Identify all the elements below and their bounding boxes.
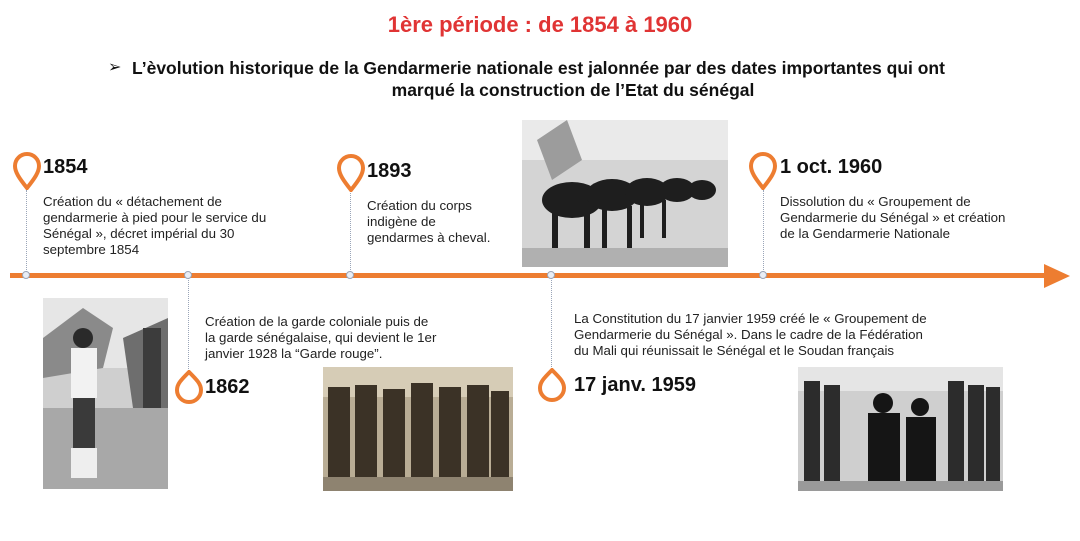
event-date-1959: 17 janv. 1959 xyxy=(574,374,696,396)
garde-rouge-photo xyxy=(323,367,513,491)
desc-line: Gendarmerie du Sénégal ». Dans le cadre de la Fédération xyxy=(574,327,923,342)
desc-line: Création du corps xyxy=(367,198,472,213)
desc-line: septembre 1854 xyxy=(43,242,140,257)
desc-line: la garde sénégalaise, qui devient le 1er xyxy=(205,330,437,345)
axis-dot xyxy=(22,271,30,279)
event-description-1893 xyxy=(367,198,527,246)
desc-line: du Mali qui réunissait le Sénégal et le Soudan français xyxy=(574,343,895,358)
desc-line: Création de la garde coloniale puis de xyxy=(205,314,429,329)
event-date-1960: 1 oct. 1960 xyxy=(780,156,883,178)
event-description-1854 xyxy=(43,194,323,258)
desc-line: gendarmerie à pied pour le service du xyxy=(43,210,267,225)
desc-line: La Constitution du 17 janvier 1959 créé le « Groupement de xyxy=(574,311,927,326)
desc-line: de la Gendarmerie Nationale xyxy=(780,226,951,241)
event-description-1862 xyxy=(205,314,495,362)
location-pin-icon xyxy=(337,154,365,192)
desc-line: Sénégal », décret impérial du 30 xyxy=(43,226,235,241)
desc-line: indigène de xyxy=(367,214,436,229)
axis-dot xyxy=(346,271,354,279)
cavalry-photo xyxy=(522,120,728,267)
soldier-photo xyxy=(43,298,168,489)
arrow-bullet-icon: ➢ xyxy=(108,59,122,76)
desc-line: janvier 1928 la “Garde rouge”. xyxy=(205,346,383,361)
location-pin-icon xyxy=(175,370,203,404)
event-description-1960 xyxy=(780,194,1060,242)
subtitle-line-1: L’èvolution historique de la Gendarmerie nationale est jalonnée par des dates importantes qui ont xyxy=(132,58,945,78)
subtitle-line-2: marqué la construction de l’Etat du sénégal xyxy=(391,80,755,100)
page-title: 1ère période : de 1854 à 1960 xyxy=(387,12,693,37)
event-date-1893: 1893 xyxy=(367,160,412,182)
location-pin-icon xyxy=(13,152,41,190)
desc-line: gendarmes à cheval. xyxy=(367,230,491,245)
connector-line xyxy=(763,190,764,276)
connector-line xyxy=(188,276,189,371)
desc-line: Gendarmerie du Sénégal » et création xyxy=(780,210,1006,225)
timeline-arrowhead-icon xyxy=(1044,264,1070,288)
connector-line xyxy=(26,190,27,276)
officials-photo xyxy=(798,367,1003,491)
event-description-1959 xyxy=(574,311,994,359)
desc-line: Dissolution du « Groupement de xyxy=(780,194,971,209)
location-pin-icon xyxy=(538,368,566,402)
desc-line: Création du « détachement de xyxy=(43,194,222,209)
event-date-1854: 1854 xyxy=(43,156,88,178)
axis-dot xyxy=(547,271,555,279)
event-date-1862: 1862 xyxy=(205,376,250,398)
location-pin-icon xyxy=(749,152,777,190)
connector-line xyxy=(350,190,351,276)
connector-line xyxy=(551,276,552,371)
timeline-axis xyxy=(10,273,1050,278)
axis-dot xyxy=(759,271,767,279)
axis-dot xyxy=(184,271,192,279)
